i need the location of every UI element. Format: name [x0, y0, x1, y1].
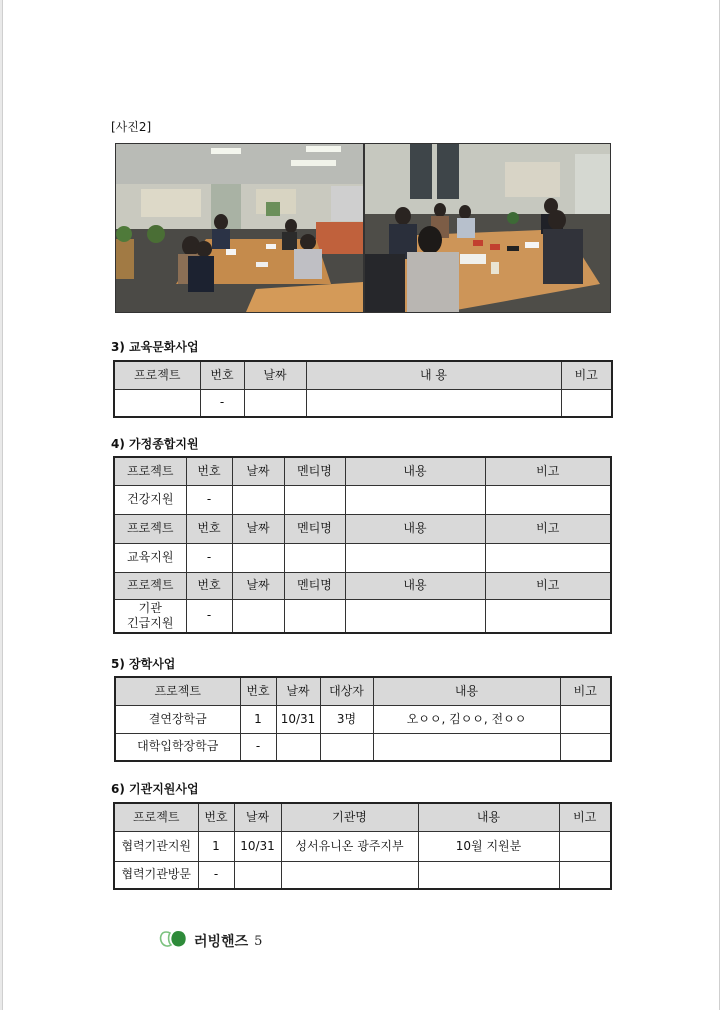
table-cell [560, 705, 611, 733]
table-cell: 1 [198, 831, 234, 861]
table-cell: 10월 지원분 [418, 831, 559, 861]
table-header-row [114, 457, 611, 485]
number-cell: - [186, 599, 232, 633]
table-cell: 협력기관방문 [114, 861, 198, 889]
table-cell [232, 599, 284, 633]
project-cell [114, 599, 186, 633]
header-cell: 날짜 [232, 514, 284, 543]
table-cell [559, 861, 611, 889]
table-cell [281, 861, 418, 889]
header-cell: 날짜 [232, 457, 284, 485]
header-cell: 내용 [345, 514, 485, 543]
header-cell: 멘티명 [284, 457, 345, 485]
table-cell [114, 389, 200, 417]
header-cell: 대상자 [320, 677, 373, 705]
meeting-photo-right [364, 143, 611, 313]
section-title-agency-support: 6) 기관지원사업 [111, 782, 199, 796]
header-cell: 비고 [485, 572, 611, 599]
table-row [115, 705, 611, 733]
table-row [114, 599, 611, 633]
logo-text: 러빙핸즈 [194, 934, 249, 950]
header-cell: 프로젝트 [114, 803, 198, 831]
header-cell: 내 용 [306, 361, 561, 389]
header-cell: 번호 [186, 457, 232, 485]
header-cell: 번호 [186, 514, 232, 543]
table-cell: - [240, 733, 276, 761]
scholarship-table [114, 676, 612, 762]
table-cell [560, 733, 611, 761]
table-header-row [114, 514, 611, 543]
table-cell [373, 733, 560, 761]
table-row [114, 861, 611, 889]
header-cell: 내용 [418, 803, 559, 831]
table-cell [320, 733, 373, 761]
table-cell: 결연장학금 [115, 705, 240, 733]
family-support-table [113, 456, 612, 634]
table-cell [345, 599, 485, 633]
header-cell: 번호 [240, 677, 276, 705]
table-cell [485, 543, 611, 572]
table-cell: - [200, 389, 244, 417]
header-cell: 비고 [561, 361, 612, 389]
header-cell: 번호 [186, 572, 232, 599]
header-cell: 날짜 [276, 677, 320, 705]
table-cell [284, 485, 345, 514]
header-cell: 프로젝트 [114, 572, 186, 599]
header-cell: 내용 [345, 457, 485, 485]
header-cell: 기관명 [281, 803, 418, 831]
table-row [114, 389, 612, 417]
table-header-row [114, 572, 611, 599]
table-row [115, 733, 611, 761]
page-number: 5 [254, 933, 263, 949]
project-line: 긴급지원 [127, 615, 174, 630]
number-cell: - [186, 543, 232, 572]
photo-caption: [사진2] [111, 120, 152, 134]
table-cell [485, 599, 611, 633]
section-title-family-support: 4) 가정종합지원 [111, 437, 199, 451]
header-cell: 비고 [485, 457, 611, 485]
table-row [114, 831, 611, 861]
table-cell [345, 485, 485, 514]
table-header-row [114, 361, 612, 389]
table-cell [345, 543, 485, 572]
section-title-scholarship: 5) 장학사업 [111, 657, 176, 671]
table-row [114, 543, 611, 572]
header-cell: 비고 [559, 803, 611, 831]
footer [158, 930, 262, 952]
project-cell: 건강지원 [114, 485, 186, 514]
header-cell: 날짜 [244, 361, 306, 389]
section-title-education-culture: 3) 교육문화사업 [111, 340, 199, 354]
table-cell [232, 485, 284, 514]
table-cell: 대학입학장학금 [115, 733, 240, 761]
education-culture-table [113, 360, 613, 418]
meeting-photo-left [115, 143, 364, 313]
table-row [114, 485, 611, 514]
loving-hands-logo-icon [158, 929, 188, 953]
document-page [2, 0, 720, 1010]
header-cell: 비고 [560, 677, 611, 705]
table-header-row [115, 677, 611, 705]
table-cell [561, 389, 612, 417]
table-cell [276, 733, 320, 761]
header-cell: 비고 [485, 514, 611, 543]
table-cell [418, 861, 559, 889]
table-cell [244, 389, 306, 417]
header-cell: 멘티명 [284, 572, 345, 599]
table-cell [485, 485, 611, 514]
table-cell: - [198, 861, 234, 889]
project-cell: 교육지원 [114, 543, 186, 572]
number-cell: - [186, 485, 232, 514]
project-line: 기관 [138, 600, 162, 615]
table-header-row [114, 803, 611, 831]
header-cell: 프로젝트 [114, 514, 186, 543]
header-cell: 날짜 [234, 803, 281, 831]
table-cell: 1 [240, 705, 276, 733]
table-cell [284, 543, 345, 572]
table-cell: 3명 [320, 705, 373, 733]
table-cell [306, 389, 561, 417]
header-cell: 멘티명 [284, 514, 345, 543]
table-cell [232, 543, 284, 572]
header-cell: 프로젝트 [115, 677, 240, 705]
agency-support-table [113, 802, 612, 890]
header-cell: 내용 [373, 677, 560, 705]
table-cell [284, 599, 345, 633]
table-cell: 오ㅇㅇ, 김ㅇㅇ, 전ㅇㅇ [373, 705, 560, 733]
table-cell: 10/31 [234, 831, 281, 861]
header-cell: 번호 [198, 803, 234, 831]
table-cell: 협력기관지원 [114, 831, 198, 861]
table-cell [559, 831, 611, 861]
header-cell: 프로젝트 [114, 457, 186, 485]
header-cell: 프로젝트 [114, 361, 200, 389]
table-cell: 성서유니온 광주지부 [281, 831, 418, 861]
header-cell: 내용 [345, 572, 485, 599]
header-cell: 번호 [200, 361, 244, 389]
table-cell [234, 861, 281, 889]
table-cell: 10/31 [276, 705, 320, 733]
header-cell: 날짜 [232, 572, 284, 599]
